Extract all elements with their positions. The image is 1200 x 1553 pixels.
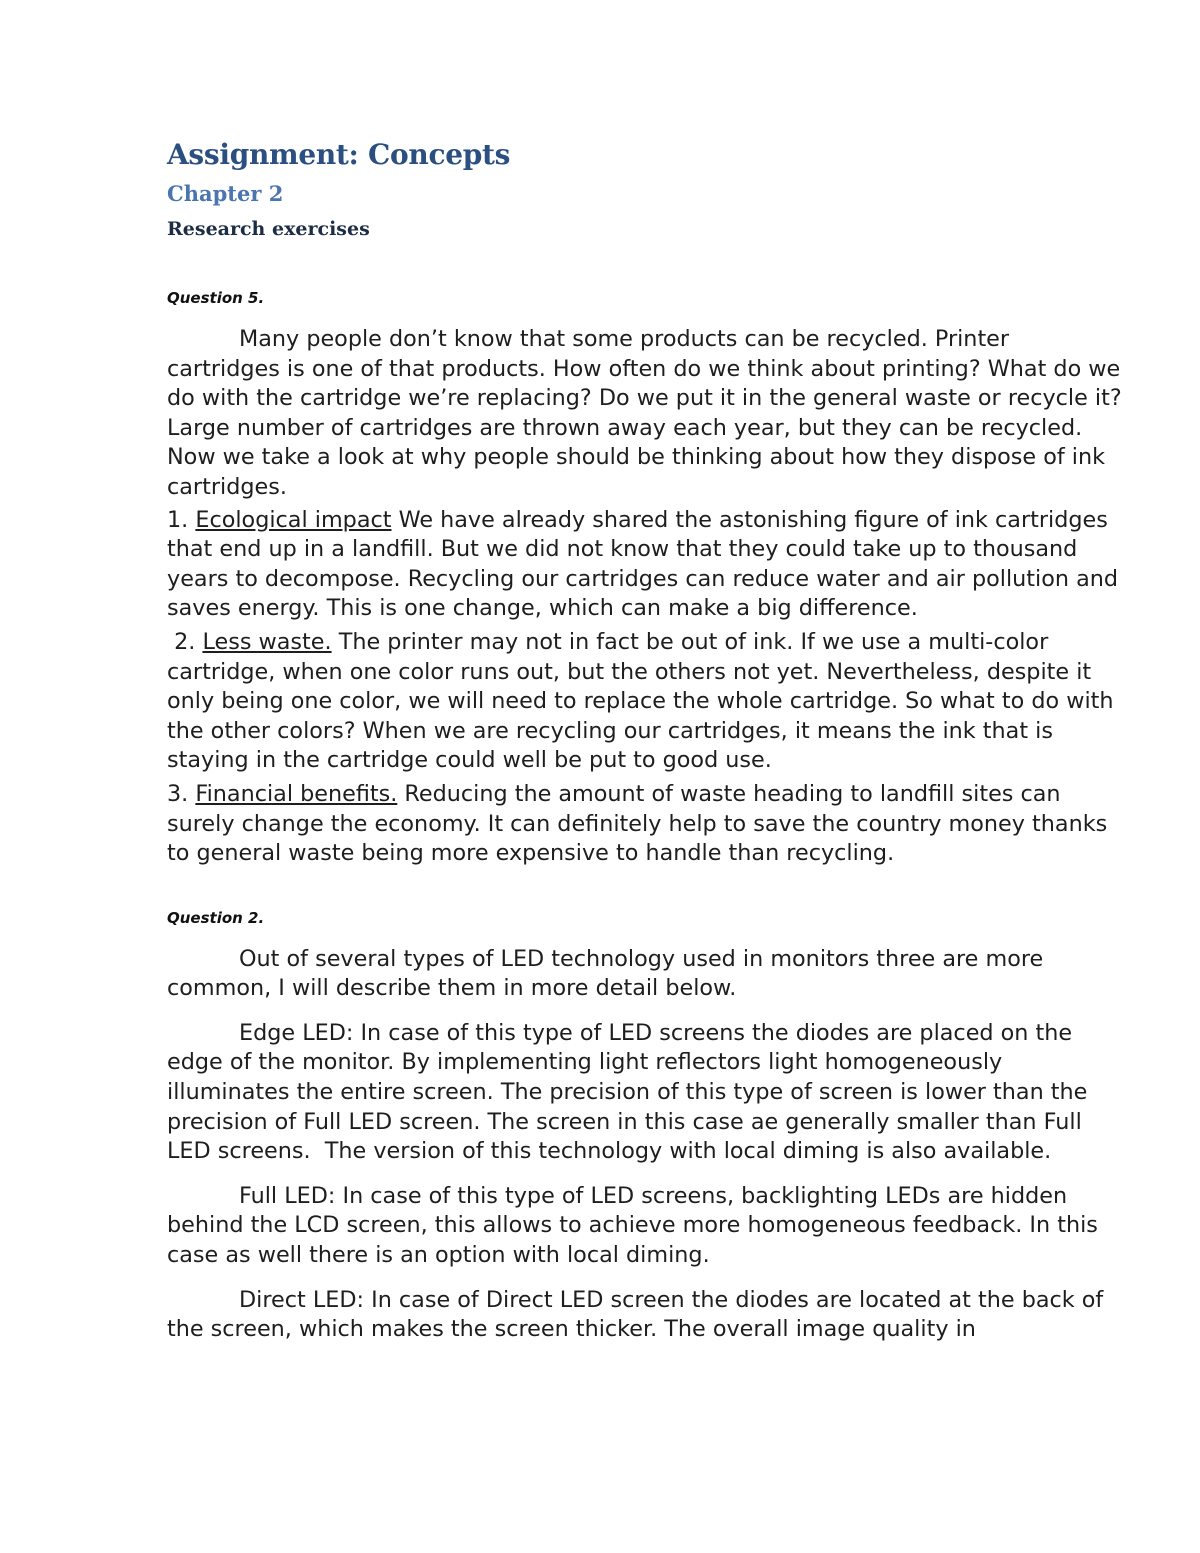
chapter-heading: Chapter 2 (167, 181, 284, 206)
question-5-intro: Many people don’t know that some products can be recycled. Printer cartridges is one of that products. How often do we think about printing? What do we do with the cartridge we’re replacing? Do we put it in the general waste or recycle it? Large number of cartridges are thrown away each year, but they can be recycled. Now we take a look at why people should be thinking about how they dispose of ink cartridges. (167, 326, 1122, 500)
question-2-paragraph-direct-led: Direct LED: In case of Direct LED screen the diodes are located at the back of the screen, which makes the screen thicker. The overall image quality in (167, 1286, 1104, 1343)
question-2-label: Question 2. (167, 908, 265, 927)
document-body (167, 136, 1127, 1345)
document-title: Assignment: Concepts (167, 138, 511, 171)
section-subtitle: Research exercises (167, 218, 370, 240)
item-number: 1. (167, 506, 196, 533)
item-text: Reducing the amount of waste heading to landfill sites can surely change the economy. It can definitely help to save the country money thanks to general waste being more expensive to handle than recycling. (167, 780, 1108, 867)
question-2-paragraph-edge-led: Edge LED: In case of this type of LED screens the diodes are placed on the edge of the monitor. By implementing light reflectors light homogeneously illuminates the entire screen. The precision of this type of screen is lower than the precision of Full LED screen. The screen in this case ae generally smaller than Full LED screens. The version of this technology with local diming is also available. (167, 1019, 1095, 1165)
question-5-item-2 (167, 628, 1127, 776)
item-number: 3. (167, 780, 196, 807)
item-number: 2. (167, 628, 203, 655)
item-text: We have already shared the astonishing figure of ink cartridges that end up in a landfill. But we did not know that they could take up to thousand years to decompose. Recycling our cartridges can reduce water and air pollution and saves energy. This is one change, which can make a big difference. (167, 506, 1119, 622)
question-5-label: Question 5. (167, 289, 265, 307)
item-heading-financial-benefits: Financial benefits. (195, 780, 398, 807)
question-5-item-1 (167, 506, 1127, 624)
question-5-item-3 (167, 780, 1127, 869)
question-2-paragraph: Out of several types of LED technology used in monitors three are more common, I will describe them in more detail below. (167, 945, 1044, 1002)
item-heading-ecological-impact: Ecological impact (195, 506, 392, 533)
item-text: The printer may not in fact be out of ink. If we use a multi-color cartridge, when one color runs out, but the others not yet. Nevertheless, despite it only being one color, we will need to replace the whole cartridge. So what to do with the other colors? When we are recycling our cartridges, it means the ink that is staying in the cartridge could well be put to good use. (167, 628, 1121, 774)
item-heading-less-waste: Less waste. (202, 628, 332, 655)
question-2-paragraph-full-led: Full LED: In case of this type of LED screens, backlighting LEDs are hidden behind the LCD screen, this allows to achieve more homogeneous feedback. In this case as well there is an option with local diming. (167, 1182, 1098, 1269)
